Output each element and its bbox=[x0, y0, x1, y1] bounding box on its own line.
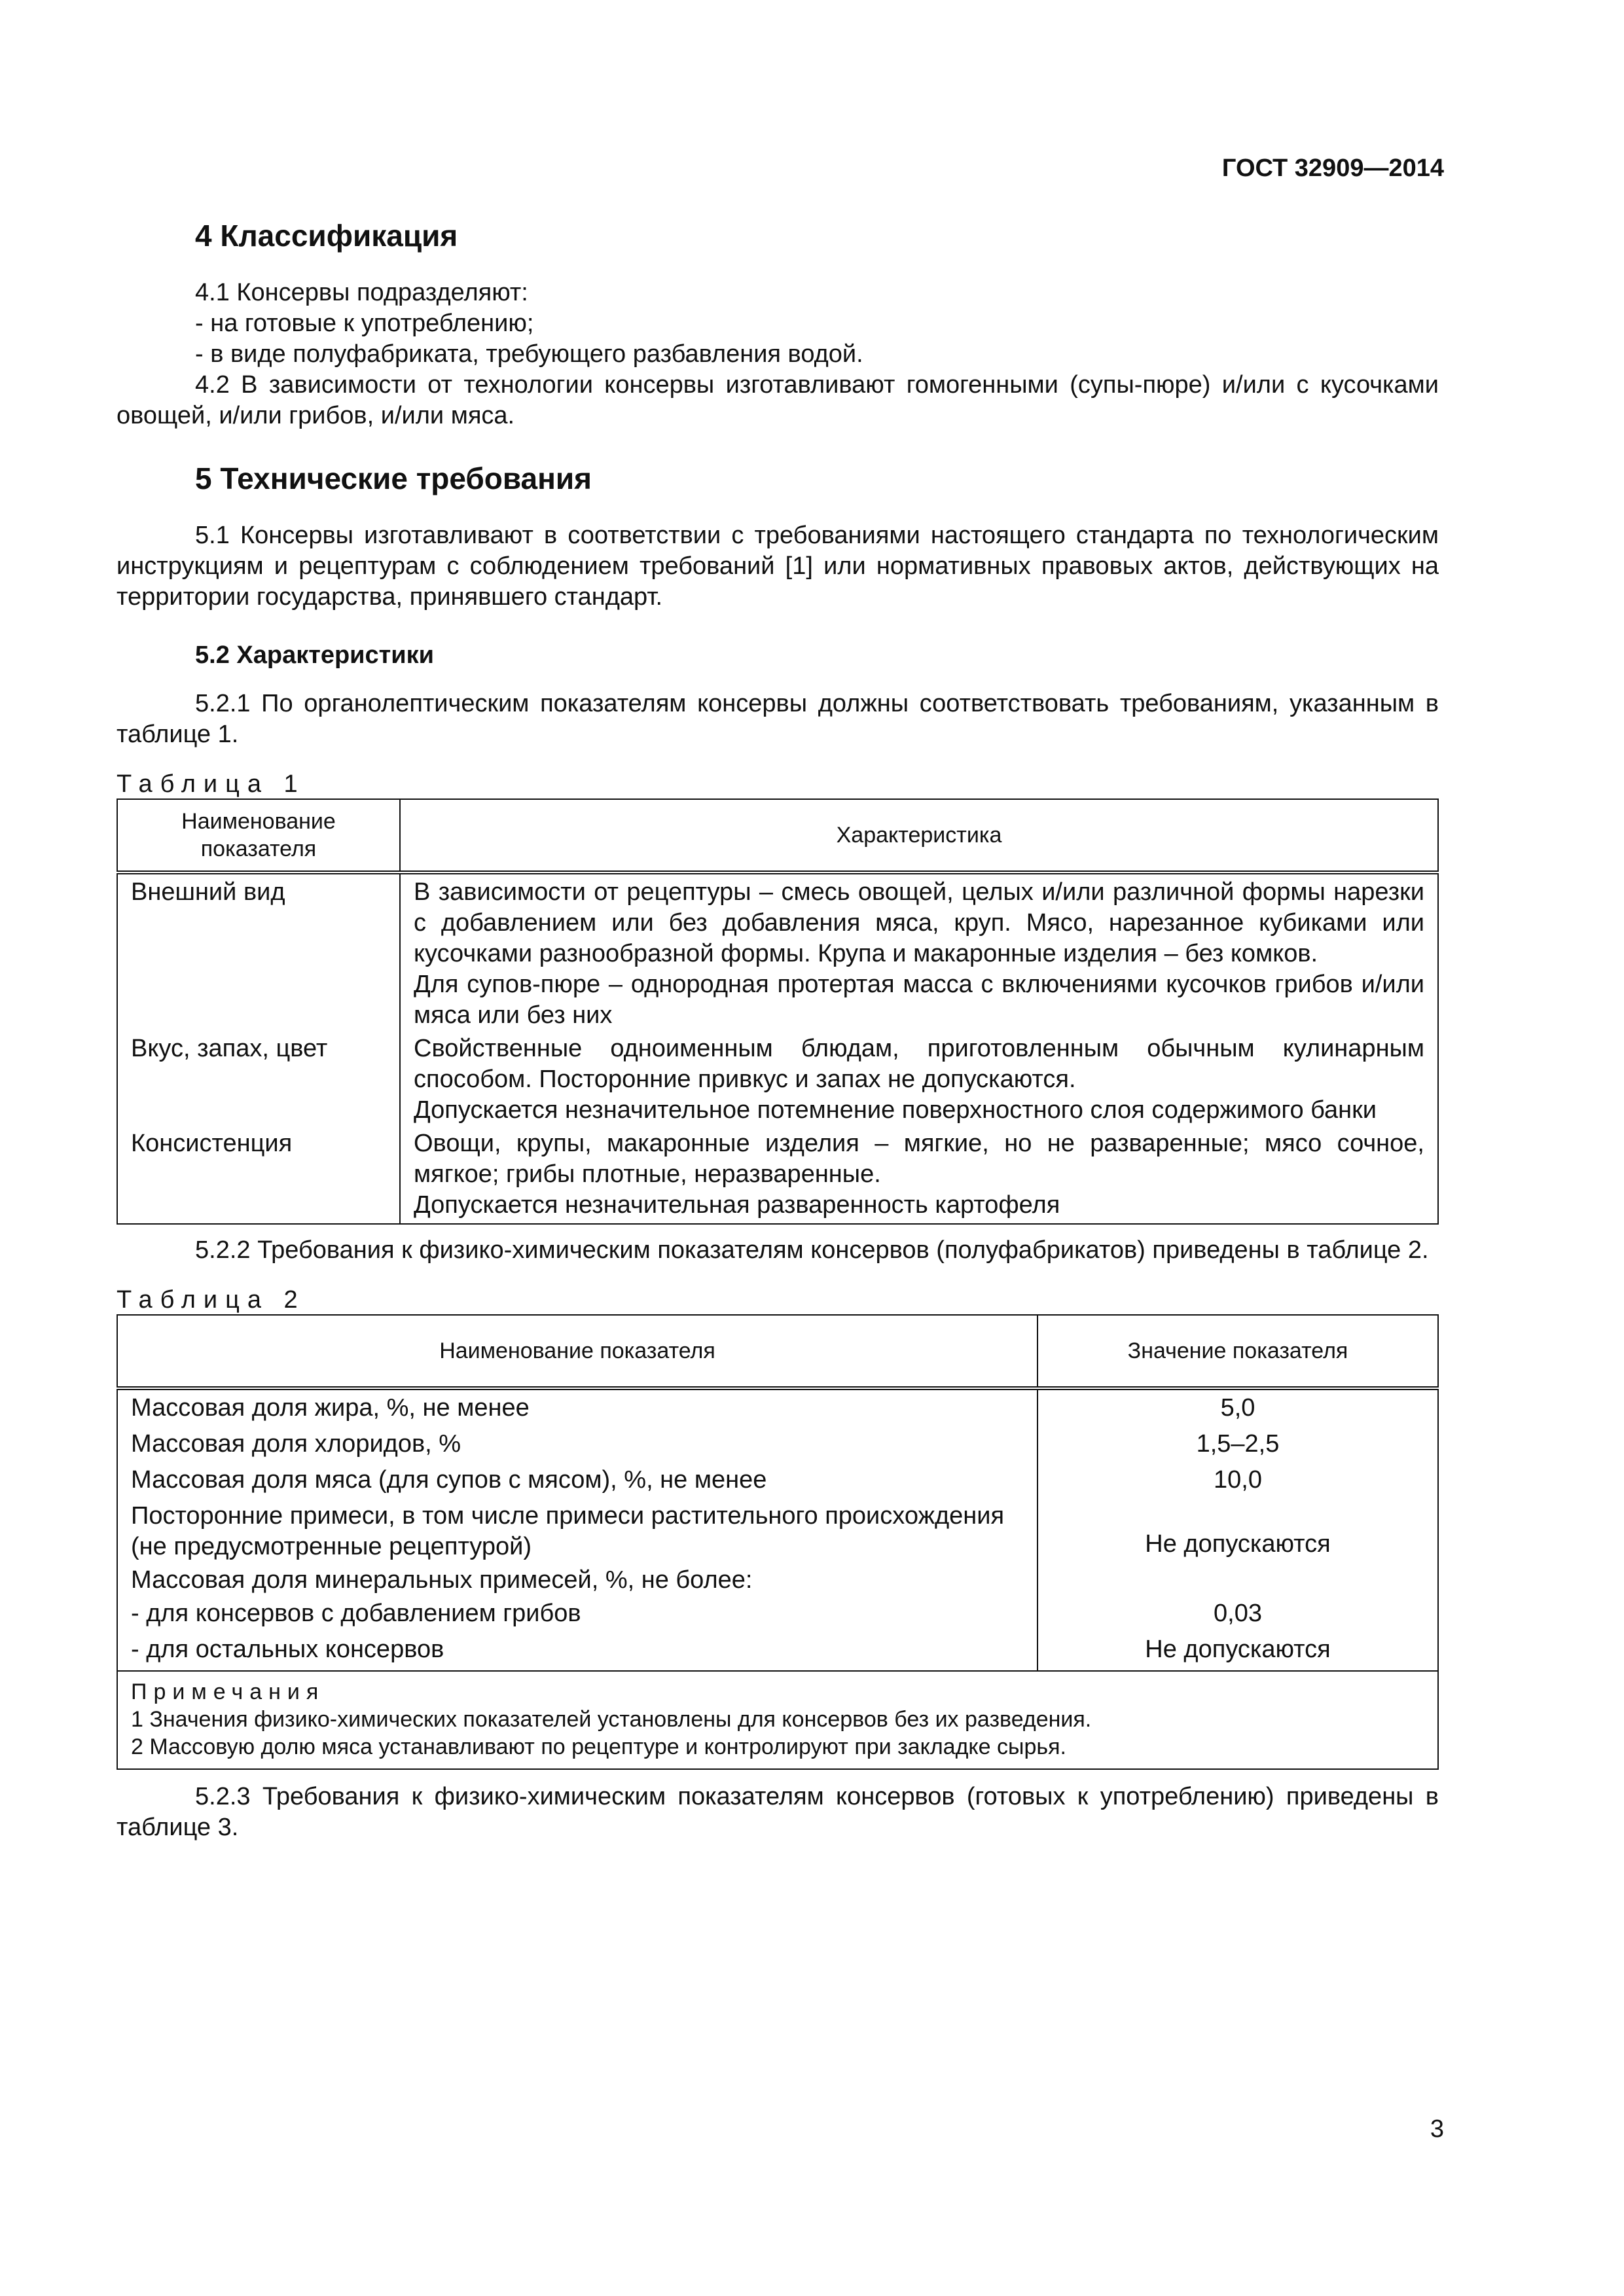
note-item: 1 Значения физико-химических показателей установлены для консервов без их разведения. bbox=[131, 1707, 1092, 1732]
table-cell: Вкус, запах, цвет bbox=[117, 1031, 400, 1126]
table-cell: Массовая доля мяса (для супов с мясом), %, не менее bbox=[131, 1466, 767, 1494]
table-row bbox=[117, 1126, 1438, 1224]
page-number: 3 bbox=[1430, 2115, 1444, 2143]
notes-title: Примечания bbox=[131, 1679, 325, 1704]
table-header-cell: Наименование показателя bbox=[117, 1315, 1038, 1388]
table-cell-value: Не допускаются bbox=[1038, 1498, 1438, 1562]
page-content bbox=[117, 216, 1439, 1843]
table-cell-text: Для супов-пюре – однородная протертая масса с включениями кусочков грибов и/или мяса или без них bbox=[414, 971, 1424, 1029]
table-cell-value: 0,03 bbox=[1038, 1596, 1438, 1632]
table-row bbox=[117, 872, 1438, 1031]
table-cell: - для консервов с добавлением грибов bbox=[131, 1600, 581, 1627]
table-2-caption: Таблица 2 bbox=[117, 1286, 306, 1314]
table-row bbox=[117, 1031, 1438, 1126]
table-1-caption: Таблица 1 bbox=[117, 770, 306, 798]
table-cell-value: 1,5–2,5 bbox=[1038, 1426, 1438, 1462]
list-item: - на готовые к употреблению; bbox=[195, 310, 534, 337]
table-2 bbox=[117, 1314, 1439, 1770]
table-row bbox=[117, 1562, 1438, 1596]
table-1 bbox=[117, 798, 1439, 1225]
table-cell-text: Овощи, крупы, макаронные изделия – мягкие, но не разваренные; мясо сочное, мягкое; грибы плотные, неразваренные. bbox=[414, 1130, 1424, 1188]
list-item: - в виде полуфабриката, требующего разбавления водой. bbox=[195, 340, 863, 368]
table-cell: Внешний вид bbox=[117, 872, 400, 1031]
table-cell-value: 5,0 bbox=[1038, 1388, 1438, 1426]
table-cell-text: Допускается незначительное потемнение поверхностного слоя содержимого банки bbox=[414, 1096, 1377, 1124]
subsection-5-2-title: 5.2 Характеристики bbox=[195, 641, 435, 669]
table-cell-value: 10,0 bbox=[1038, 1462, 1438, 1498]
table-notes-cell bbox=[117, 1671, 1438, 1769]
table-row bbox=[117, 1388, 1438, 1426]
table-row bbox=[117, 1426, 1438, 1462]
paragraph-5-1: 5.1 Консервы изготавливают в соответствии с требованиями настоящего стандарта по технологическим инструкциям и рецептурам с соблюдением требований [1] или нормативных правовых актов, действующих на территории государства, принявшего стандарт. bbox=[117, 522, 1439, 611]
paragraph-5-2-2: 5.2.2 Требования к физико-химическим показателям консервов (полуфабрикатов) приведены в таблице 2. bbox=[195, 1236, 1429, 1264]
table-notes bbox=[117, 1671, 1438, 1769]
note-item: 2 Массовую долю мяса устанавливают по рецептуре и контролируют при закладке сырья. bbox=[131, 1734, 1066, 1759]
table-row bbox=[117, 1498, 1438, 1562]
paragraph-5-2-1: 5.2.1 По органолептическим показателям консервы должны соответствовать требованиям, указанным в таблице 1. bbox=[117, 690, 1439, 748]
table-cell bbox=[400, 872, 1438, 1031]
table-header-cell: Характеристика bbox=[400, 799, 1438, 872]
paragraph-4-2: 4.2 В зависимости от технологии консервы изготавливают гомогенными (супы-пюре) и/или с кусочками овощей, и/или грибов, и/или мяса. bbox=[117, 371, 1439, 429]
table-cell: Посторонние примеси, в том числе примеси растительного происхождения (не предусмотренные рецептурой) bbox=[131, 1502, 1005, 1560]
document-code: ГОСТ 32909—2014 bbox=[1221, 154, 1444, 182]
table-cell bbox=[400, 1126, 1438, 1224]
table-row bbox=[117, 1462, 1438, 1498]
table-cell: Массовая доля минеральных примесей, %, не более: bbox=[131, 1566, 753, 1594]
table-header-cell: Значение показателя bbox=[1038, 1315, 1438, 1388]
table-row bbox=[117, 1596, 1438, 1632]
section-5-title: 5 Технические требования bbox=[195, 461, 592, 495]
table-row bbox=[117, 1632, 1438, 1671]
section-4-title: 4 Классификация bbox=[195, 219, 458, 253]
table-header-cell: Наименование показателя bbox=[117, 799, 400, 872]
table-cell-text: Свойственные одноименным блюдам, приготовленным обычным кулинарным способом. Посторонние привкус и запах не допускаются. bbox=[414, 1035, 1424, 1093]
table-cell-value bbox=[1038, 1562, 1438, 1596]
table-cell: - для остальных консервов bbox=[131, 1636, 444, 1663]
table-cell-text: Допускается незначительная разваренность картофеля bbox=[414, 1191, 1060, 1219]
table-cell-value: Не допускаются bbox=[1038, 1632, 1438, 1671]
table-cell bbox=[400, 1031, 1438, 1126]
table-cell: Массовая доля хлоридов, % bbox=[131, 1430, 461, 1458]
paragraph-4-1: 4.1 Консервы подразделяют: bbox=[195, 279, 528, 306]
table-cell: Консистенция bbox=[117, 1126, 400, 1224]
table-cell-text: В зависимости от рецептуры – смесь овощей, целых и/или различной формы нарезки с добавлением или без добавления мяса, круп. Мясо, нарезанное кубиками или кусочками разнообразной формы. Крупа и макаронные изделия – без комков. bbox=[414, 878, 1424, 967]
table-cell: Массовая доля жира, %, не менее bbox=[131, 1394, 530, 1422]
paragraph-5-2-3: 5.2.3 Требования к физико-химическим показателям консервов (готовых к употреблению) приведены в таблице 3. bbox=[117, 1783, 1439, 1841]
